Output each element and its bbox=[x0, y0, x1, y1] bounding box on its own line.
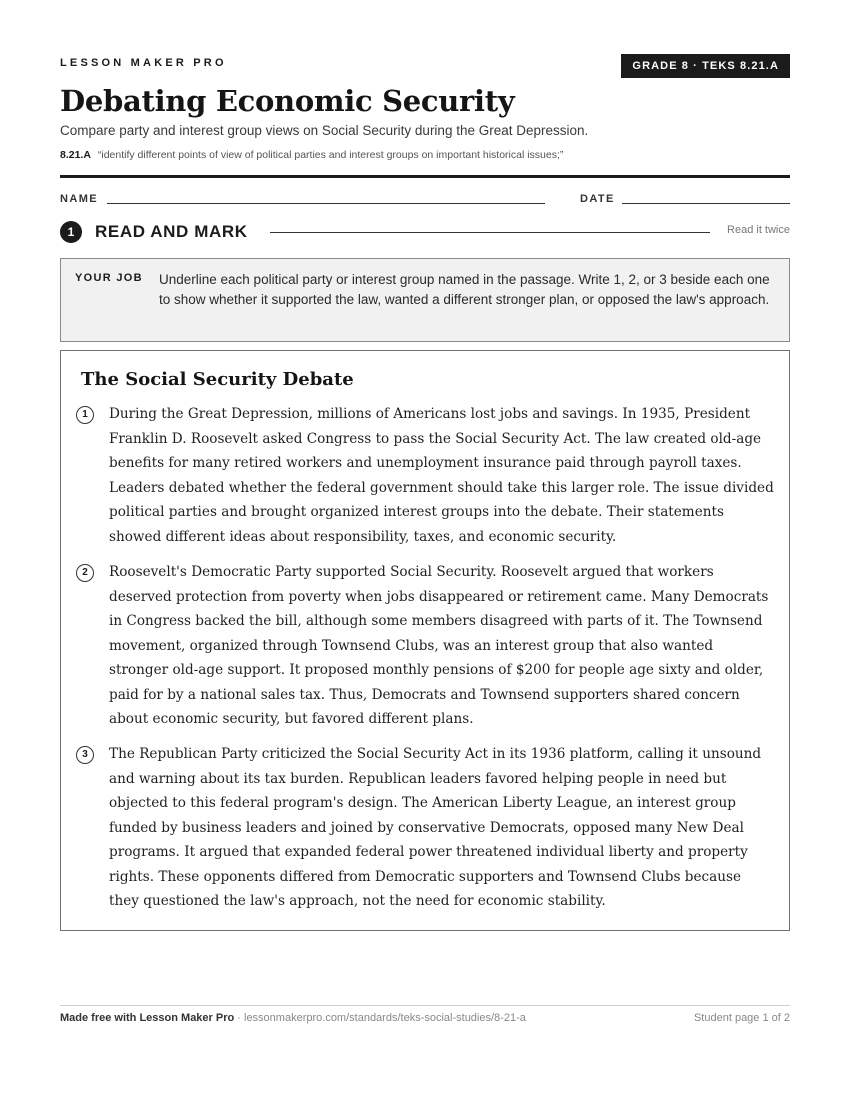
paragraph-text: During the Great Depression, millions of Americans lost jobs and savings. In 1935, President Franklin D. Roosevelt asked Congress to pass the Social Security Act. The law created old-age benefits for many retired workers and unemployment insurance paid through payroll taxes. Leaders debated whether the federal government should take this larger role. The issue divided political parties and brought organized interest groups into the debate. Their statements showed different ideas about responsibility, taxes, and economic security. bbox=[109, 406, 774, 545]
standard-statement bbox=[60, 149, 563, 161]
brand-name: LESSON MAKER PRO bbox=[60, 57, 227, 69]
job-text: Underline each political party or interest group named in the passage. Write 1, 2, or 3 beside each one to show whether it supported the law, wanted a different stronger plan, or opposed the law's approach. bbox=[159, 272, 770, 307]
reading-passage bbox=[60, 350, 790, 931]
footer-credit bbox=[60, 1012, 526, 1024]
paragraph-number: 3 bbox=[76, 746, 94, 764]
section-number: 1 bbox=[60, 221, 82, 243]
job-label: YOUR JOB bbox=[75, 272, 143, 284]
date-label: DATE bbox=[580, 193, 615, 205]
footer-page-number: Student page 1 of 2 bbox=[693, 1012, 790, 1024]
footer-url[interactable]: · lessonmakerpro.com/standards/teks-social-studies/8-21-a bbox=[237, 1012, 526, 1024]
paragraph-text: The Republican Party criticized the Social Security Act in its 1936 platform, calling it unsound and warning about its tax burden. Republican leaders favored helping people in need but objected to this federal program's design. The American Liberty League, an interest group funded by business leaders and joined by conservative Democrats, opposed many New Deal programs. It argued that expanded federal power threatened individual liberty and property rights. These opponents differed from Democratic supporters and Townsend Clubs because they questioned the law's approach, not the need for economic stability. bbox=[109, 746, 762, 909]
paragraph-text: Roosevelt's Democratic Party supported Social Security. Roosevelt argued that workers deserved protection from poverty when jobs disappeared or retirement came. Many Democrats in Congress backed the bill, although some members disagreed with parts of it. The Townsend movement, organized through Townsend Clubs, was an interest group that also wanted stronger old-age support. It proposed monthly pensions of $200 for people age sixty and older, paid for by a national sales tax. Thus, Democrats and Townsend supporters shared concern about economic security, but favored different plans. bbox=[109, 564, 769, 727]
section-note: Read it twice bbox=[727, 224, 790, 236]
footer-made-with: Made free with Lesson Maker Pro bbox=[60, 1012, 235, 1024]
footer-divider bbox=[60, 1005, 790, 1006]
paragraph-number: 1 bbox=[76, 406, 94, 424]
paragraph-number: 2 bbox=[76, 564, 94, 582]
section-title: READ AND MARK bbox=[95, 222, 248, 241]
date-field[interactable] bbox=[622, 203, 790, 204]
grade-badge: GRADE 8 · TEKS 8.21.A bbox=[621, 54, 790, 78]
standard-text: “identify different points of view of political parties and interest groups on important historical issues;” bbox=[97, 149, 564, 161]
worksheet-page bbox=[60, 0, 790, 1100]
section-divider bbox=[270, 232, 710, 233]
page-subtitle: Compare party and interest group views on Social Security during the Great Depression. bbox=[60, 123, 589, 138]
name-label: NAME bbox=[60, 193, 98, 205]
name-field[interactable] bbox=[107, 203, 545, 204]
passage-title: The Social Security Debate bbox=[81, 369, 354, 390]
standard-code: 8.21.A bbox=[60, 149, 91, 161]
header-divider bbox=[60, 175, 790, 178]
page-title: Debating Economic Security bbox=[60, 84, 515, 118]
job-instructions-box bbox=[60, 258, 790, 342]
